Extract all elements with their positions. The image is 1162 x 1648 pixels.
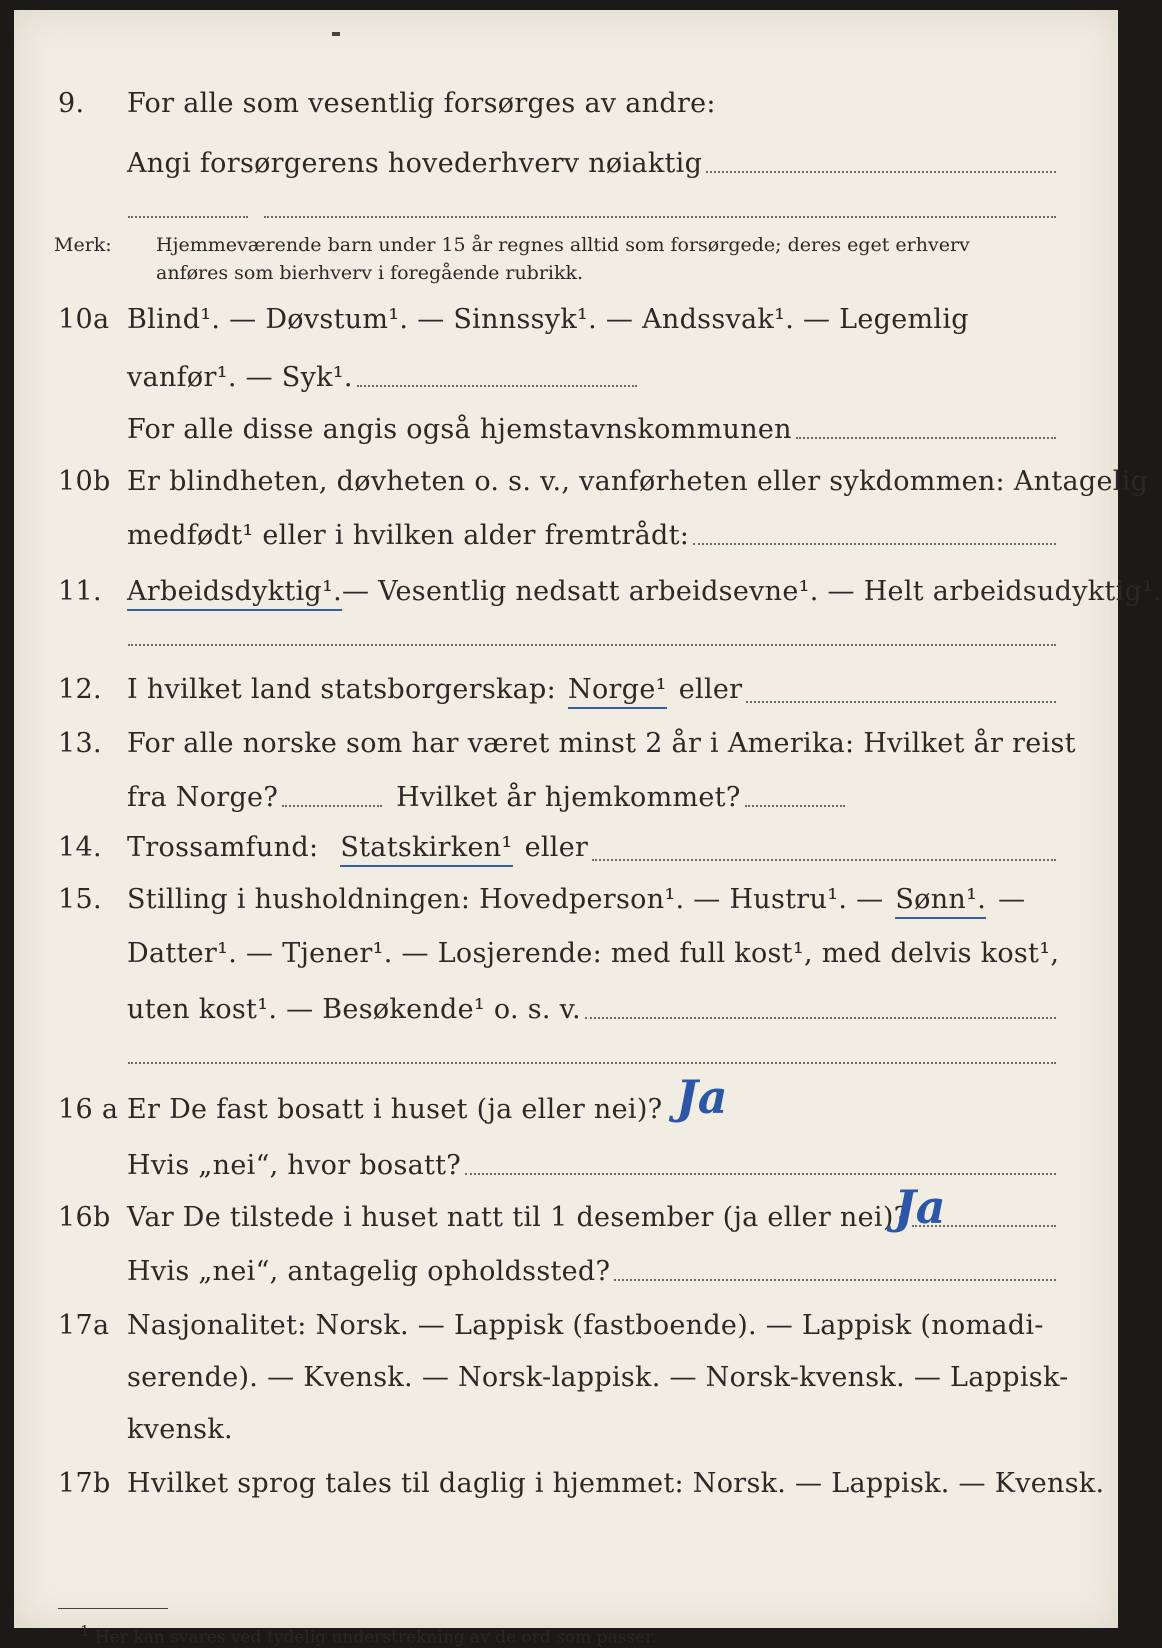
q15-text-line2: Datter¹. — Tjener¹. — Losjerende: med full kost¹, med delvis kost¹, — [127, 938, 1060, 969]
q15-text-line3: uten kost¹. — Besøkende¹ o. s. v. — [127, 994, 581, 1025]
q16b-handwritten-answer: Ja — [894, 1180, 946, 1234]
q10a-hjemstavn-field[interactable] — [796, 436, 1056, 439]
q12-text-pre: I hvilket land statsborgerskap: — [127, 674, 557, 705]
q9-text-line2: Angi forsørgerens hovederhverv nøiaktig — [127, 148, 703, 179]
q16b-opholdssted-field[interactable] — [614, 1278, 1056, 1281]
q16a-number: 16 a — [58, 1094, 119, 1125]
q10a-text-line1: Blind¹. — Døvstum¹. — Sinnssyk¹. — Andssvak¹. — Legemlig — [127, 304, 969, 335]
q11-extra-field[interactable] — [128, 644, 1056, 646]
q17a-text-line1: Nasjonalitet: Norsk. — Lappisk (fastboende). — Lappisk (nomadi- — [127, 1310, 1044, 1341]
q10b-number: 10b — [58, 466, 111, 497]
q15-text-line1a: Stilling i husholdningen: Hovedperson¹. — Hustru¹. — — [127, 884, 884, 915]
q10b-answer-field[interactable] — [693, 542, 1056, 545]
q16b-number: 16b — [58, 1202, 111, 1233]
q9-number: 9. — [58, 88, 85, 119]
q15-answer-field[interactable] — [585, 1016, 1056, 1019]
q16a-text-line1: Er De fast bosatt i huset (ja eller nei)? — [127, 1094, 663, 1125]
footnote — [80, 1622, 657, 1648]
q10b-text-line1: Er blindheten, døvheten o. s. v., vanførheten eller sykdommen: Antagelig — [127, 466, 1149, 497]
q15-text-line1b: — — [998, 884, 1026, 915]
footnote-text: Her kan svares ved tydelig understrekning av de ord som passer. — [94, 1627, 657, 1648]
q13-hjemkommet-field[interactable] — [745, 804, 845, 807]
q16b-text-line1: Var De tilstede i huset natt til 1 desember (ja eller nei)? — [127, 1202, 909, 1233]
q15-option-sonn[interactable]: Sønn¹. — [895, 884, 986, 919]
q17a-text-line3: kvensk. — [127, 1414, 233, 1445]
q12-text-post: eller — [678, 674, 743, 705]
q9-extra-field-1[interactable] — [128, 216, 248, 218]
q10a-text-line3: For alle disse angis også hjemstavnskommunen — [127, 414, 792, 445]
q15-number: 15. — [58, 884, 102, 915]
q16a-text-line2: Hvis „nei“, hvor bosatt? — [127, 1150, 462, 1181]
q9-extra-field-2[interactable] — [264, 216, 1056, 218]
q9-answer-field[interactable] — [706, 170, 1056, 173]
q10b-text-line2: medfødt¹ eller i hvilken alder fremtrådt: — [127, 520, 690, 551]
q9-text-line1: For alle som vesentlig forsørges av andre: — [127, 88, 716, 119]
merk-text-line1: Hjemmeværende barn under 15 år regnes alltid som forsørgede; deres eget erhverv — [156, 234, 970, 256]
q17a-text-line2: serende). — Kvensk. — Norsk-lappisk. — Norsk-kvensk. — Lappisk- — [127, 1362, 1069, 1393]
q12-option-norge[interactable]: Norge¹ — [568, 674, 667, 709]
q14-option-statskirken[interactable]: Statskirken¹ — [340, 832, 512, 867]
q10a-syk-field[interactable] — [357, 384, 637, 387]
q16b-text-line2: Hvis „nei“, antagelig opholdssted? — [127, 1256, 611, 1287]
merk-text-line2: anføres som bierhverv i foregående rubrikk. — [156, 262, 584, 284]
q14-answer-field[interactable] — [592, 858, 1056, 861]
footnote-rule — [58, 1608, 168, 1609]
merk-label: Merk: — [54, 234, 112, 256]
q11-option-arbeidsdyktig[interactable]: Arbeidsdyktig¹. — [127, 576, 342, 611]
q13-reist-field[interactable] — [282, 804, 382, 807]
q16a-handwritten-answer: Ja — [676, 1070, 728, 1124]
q10a-number: 10a — [58, 304, 110, 335]
q13-number: 13. — [58, 728, 102, 759]
q12-answer-field[interactable] — [746, 700, 1056, 703]
q14-number: 14. — [58, 832, 102, 863]
ink-mark — [332, 32, 340, 36]
q14-text-pre: Trossamfund: — [127, 832, 319, 863]
q11-text-rest: — Vesentlig nedsatt arbeidsevne¹. — Helt arbeidsudyktig¹. — [342, 576, 1162, 607]
q13-text-line1: For alle norske som har været minst 2 år i Amerika: Hvilket år reist — [127, 728, 1076, 759]
q17b-number: 17b — [58, 1468, 111, 1499]
q10a-text-line2: vanfør¹. — Syk¹. — [127, 362, 353, 393]
q17b-text-line1: Hvilket sprog tales til daglig i hjemmet: Norsk. — Lappisk. — Kvensk. — [127, 1468, 1105, 1499]
q11-number: 11. — [58, 576, 102, 607]
q13-text-reist: fra Norge? — [127, 782, 279, 813]
q12-number: 12. — [58, 674, 102, 705]
census-form-page — [14, 10, 1162, 1648]
q13-text-hjemkommet: Hvilket år hjemkommet? — [396, 782, 741, 813]
q14-text-post: eller — [524, 832, 589, 863]
footnote-mark: 1 — [80, 1622, 90, 1640]
q15-extra-field[interactable] — [128, 1062, 1056, 1064]
q17a-number: 17a — [58, 1310, 110, 1341]
q16a-bosatt-field[interactable] — [465, 1172, 1056, 1175]
